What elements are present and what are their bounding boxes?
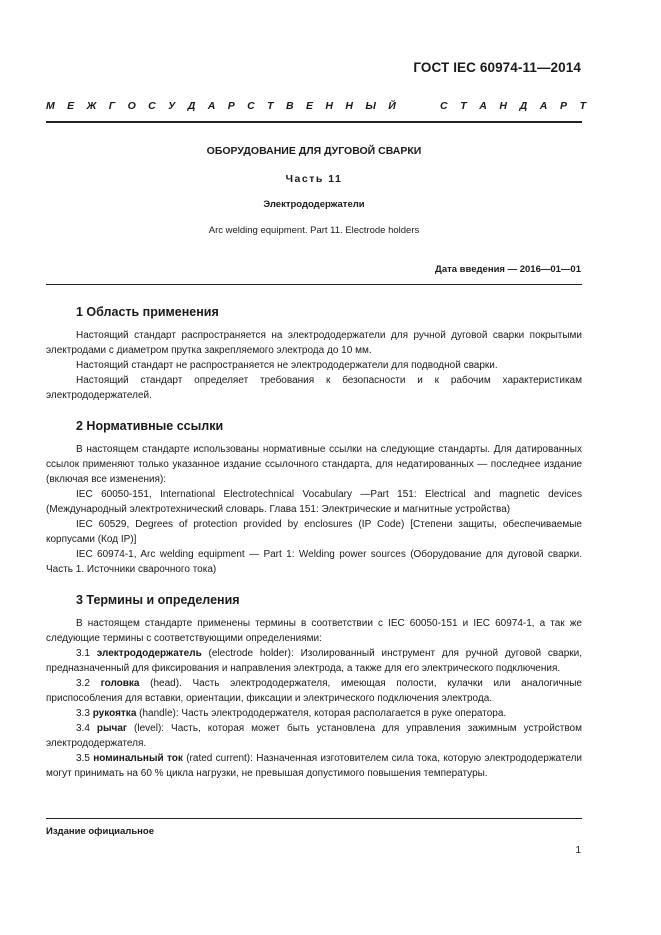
spaced-letter: Ы	[365, 100, 376, 112]
spaced-letter: А	[479, 100, 487, 112]
section-1-title: 1 Область применения	[76, 305, 219, 319]
section-1-paragraph: Настоящий стандарт не распространяется не электрододержатели для подводной сварки.	[76, 360, 498, 371]
spaced-letter: А	[207, 100, 216, 112]
term-definition	[46, 676, 582, 706]
spaced-word-interstate	[46, 100, 396, 112]
section-3-title: 3 Термины и определения	[76, 593, 240, 607]
spaced-letter: Д	[519, 100, 528, 112]
term-text: (electrode holder): Изолированный инструмент для ручной дуговой сварки, предназначенный для фиксирования и направления электрода, а также для его электрического подключения.	[46, 648, 582, 674]
document-body	[46, 304, 582, 781]
introduction-date: Дата введения — 2016—01—01	[435, 264, 581, 275]
term-name: рукоятка	[92, 708, 137, 719]
spaced-letter: Н	[499, 100, 507, 112]
spaced-letter: О	[127, 100, 136, 112]
section-1-paragraph: Настоящий стандарт распространяется на электрододержатели для ручной дуговой сварки покрытыми электродами с диаметром прутка закрепляемого электрода до 10 мм.	[46, 330, 582, 356]
spaced-letter: Р	[227, 100, 235, 112]
section-2-paragraph: В настоящем стандарте использованы нормативные ссылки на следующие стандарты. Для датированных ссылок применяют только указанное издание ссылочного стандарта, для недатированных — последнее издание (включая все изменения):	[46, 444, 582, 485]
section-3-paragraph: В настоящем стандарте применены термины в соответствии с IEC 60050-151 и IEC 60974-1, а так же следующие термины с соответствующими определениями:	[46, 618, 582, 644]
footer-rule	[46, 818, 582, 819]
spaced-letter: С	[148, 100, 156, 112]
term-number: 3.5	[76, 753, 90, 764]
term-text: (handle): Часть электрододержателя, которая располагается в руке оператора.	[136, 708, 507, 719]
spaced-letter: Н	[325, 100, 333, 112]
document-code: ГОСТ IEC 60974-11—2014	[413, 60, 581, 75]
term-text: (rated current): Назначенная изготовителем сила тока, которую электрододержатели могут принимать на 60 % цикла нагрузки, не превышая допустимого повышения температуры.	[46, 753, 582, 779]
spaced-letter: Ж	[86, 100, 97, 112]
edition-label: Издание официальное	[46, 826, 154, 837]
english-title: Arc welding equipment. Part 11. Electrode holders	[208, 225, 420, 236]
standard-subtitle: Электрододержатели	[263, 199, 365, 210]
spaced-letter: Р	[559, 100, 567, 112]
term-name: рычаг	[96, 723, 128, 734]
section-2-reference: IEC 60050-151, International Electrotechnical Vocabulary —Part 151: Electrical and magnetic devices (Международный электротехнический словарь. Глава 151: Электрические и магнитные устройства)	[46, 489, 582, 515]
section-1-paragraph: Настоящий стандарт определяет требования к безопасности и к рабочим характеристикам электрододержателей.	[46, 375, 582, 401]
spaced-letter: У	[168, 100, 176, 112]
standard-type-heading	[46, 100, 586, 112]
spaced-letter: А	[539, 100, 548, 112]
heading-rule	[46, 121, 582, 123]
section-2-title: 2 Нормативные ссылки	[76, 419, 224, 433]
term-number: 3.2	[76, 678, 90, 689]
term-number: 3.4	[76, 723, 90, 734]
term-name: электрододержатель	[96, 648, 202, 659]
spaced-letter: С	[247, 100, 255, 112]
spaced-letter: Т	[579, 100, 586, 112]
term-text: (head). Часть электрододержателя, имеющая полости, кулачки или аналогичные приспособления для вставки, ориентации, фиксации и электрического подключения электрода.	[46, 678, 582, 704]
term-number: 3.1	[76, 648, 90, 659]
spaced-letter: Г	[108, 100, 116, 112]
spaced-word-standard	[440, 100, 586, 112]
page-number: 1	[575, 845, 581, 856]
standard-title: ОБОРУДОВАНИЕ ДЛЯ ДУГОВОЙ СВАРКИ	[206, 145, 422, 157]
standard-part: Часть 11	[285, 173, 343, 185]
term-definition	[46, 721, 582, 751]
terms-list	[46, 646, 582, 781]
spaced-letter: Т	[460, 100, 467, 112]
section-2-reference: IEC 60529, Degrees of protection provided by enclosures (IP Code) [Степени защиты, обеспечиваемые корпусами (Код IP)]	[46, 519, 582, 545]
spaced-letter: М	[46, 100, 55, 112]
spaced-letter: Е	[305, 100, 313, 112]
spaced-letter: С	[440, 100, 448, 112]
term-definition	[46, 646, 582, 676]
term-definition	[46, 706, 582, 721]
term-number: 3.3	[76, 708, 90, 719]
term-definition	[46, 751, 582, 781]
term-name: номинальный ток	[93, 753, 183, 764]
spaced-letter: Е	[67, 100, 75, 112]
spaced-letter: Н	[345, 100, 353, 112]
date-rule	[46, 284, 582, 285]
spaced-letter: В	[285, 100, 294, 112]
section-2-reference: IEC 60974-1, Arc welding equipment — Part 1: Welding power sources (Оборудование для дуговой сварки. Часть 1. Источники сварочного тока)	[46, 549, 582, 575]
term-text: (level): Часть, которая может быть установлена для управления зажимным устройством электрододержателя.	[46, 723, 582, 749]
spaced-letter: Д	[187, 100, 196, 112]
term-name: головка	[100, 678, 140, 689]
spaced-letter: Т	[267, 100, 274, 112]
spaced-letter: Й	[388, 100, 396, 112]
